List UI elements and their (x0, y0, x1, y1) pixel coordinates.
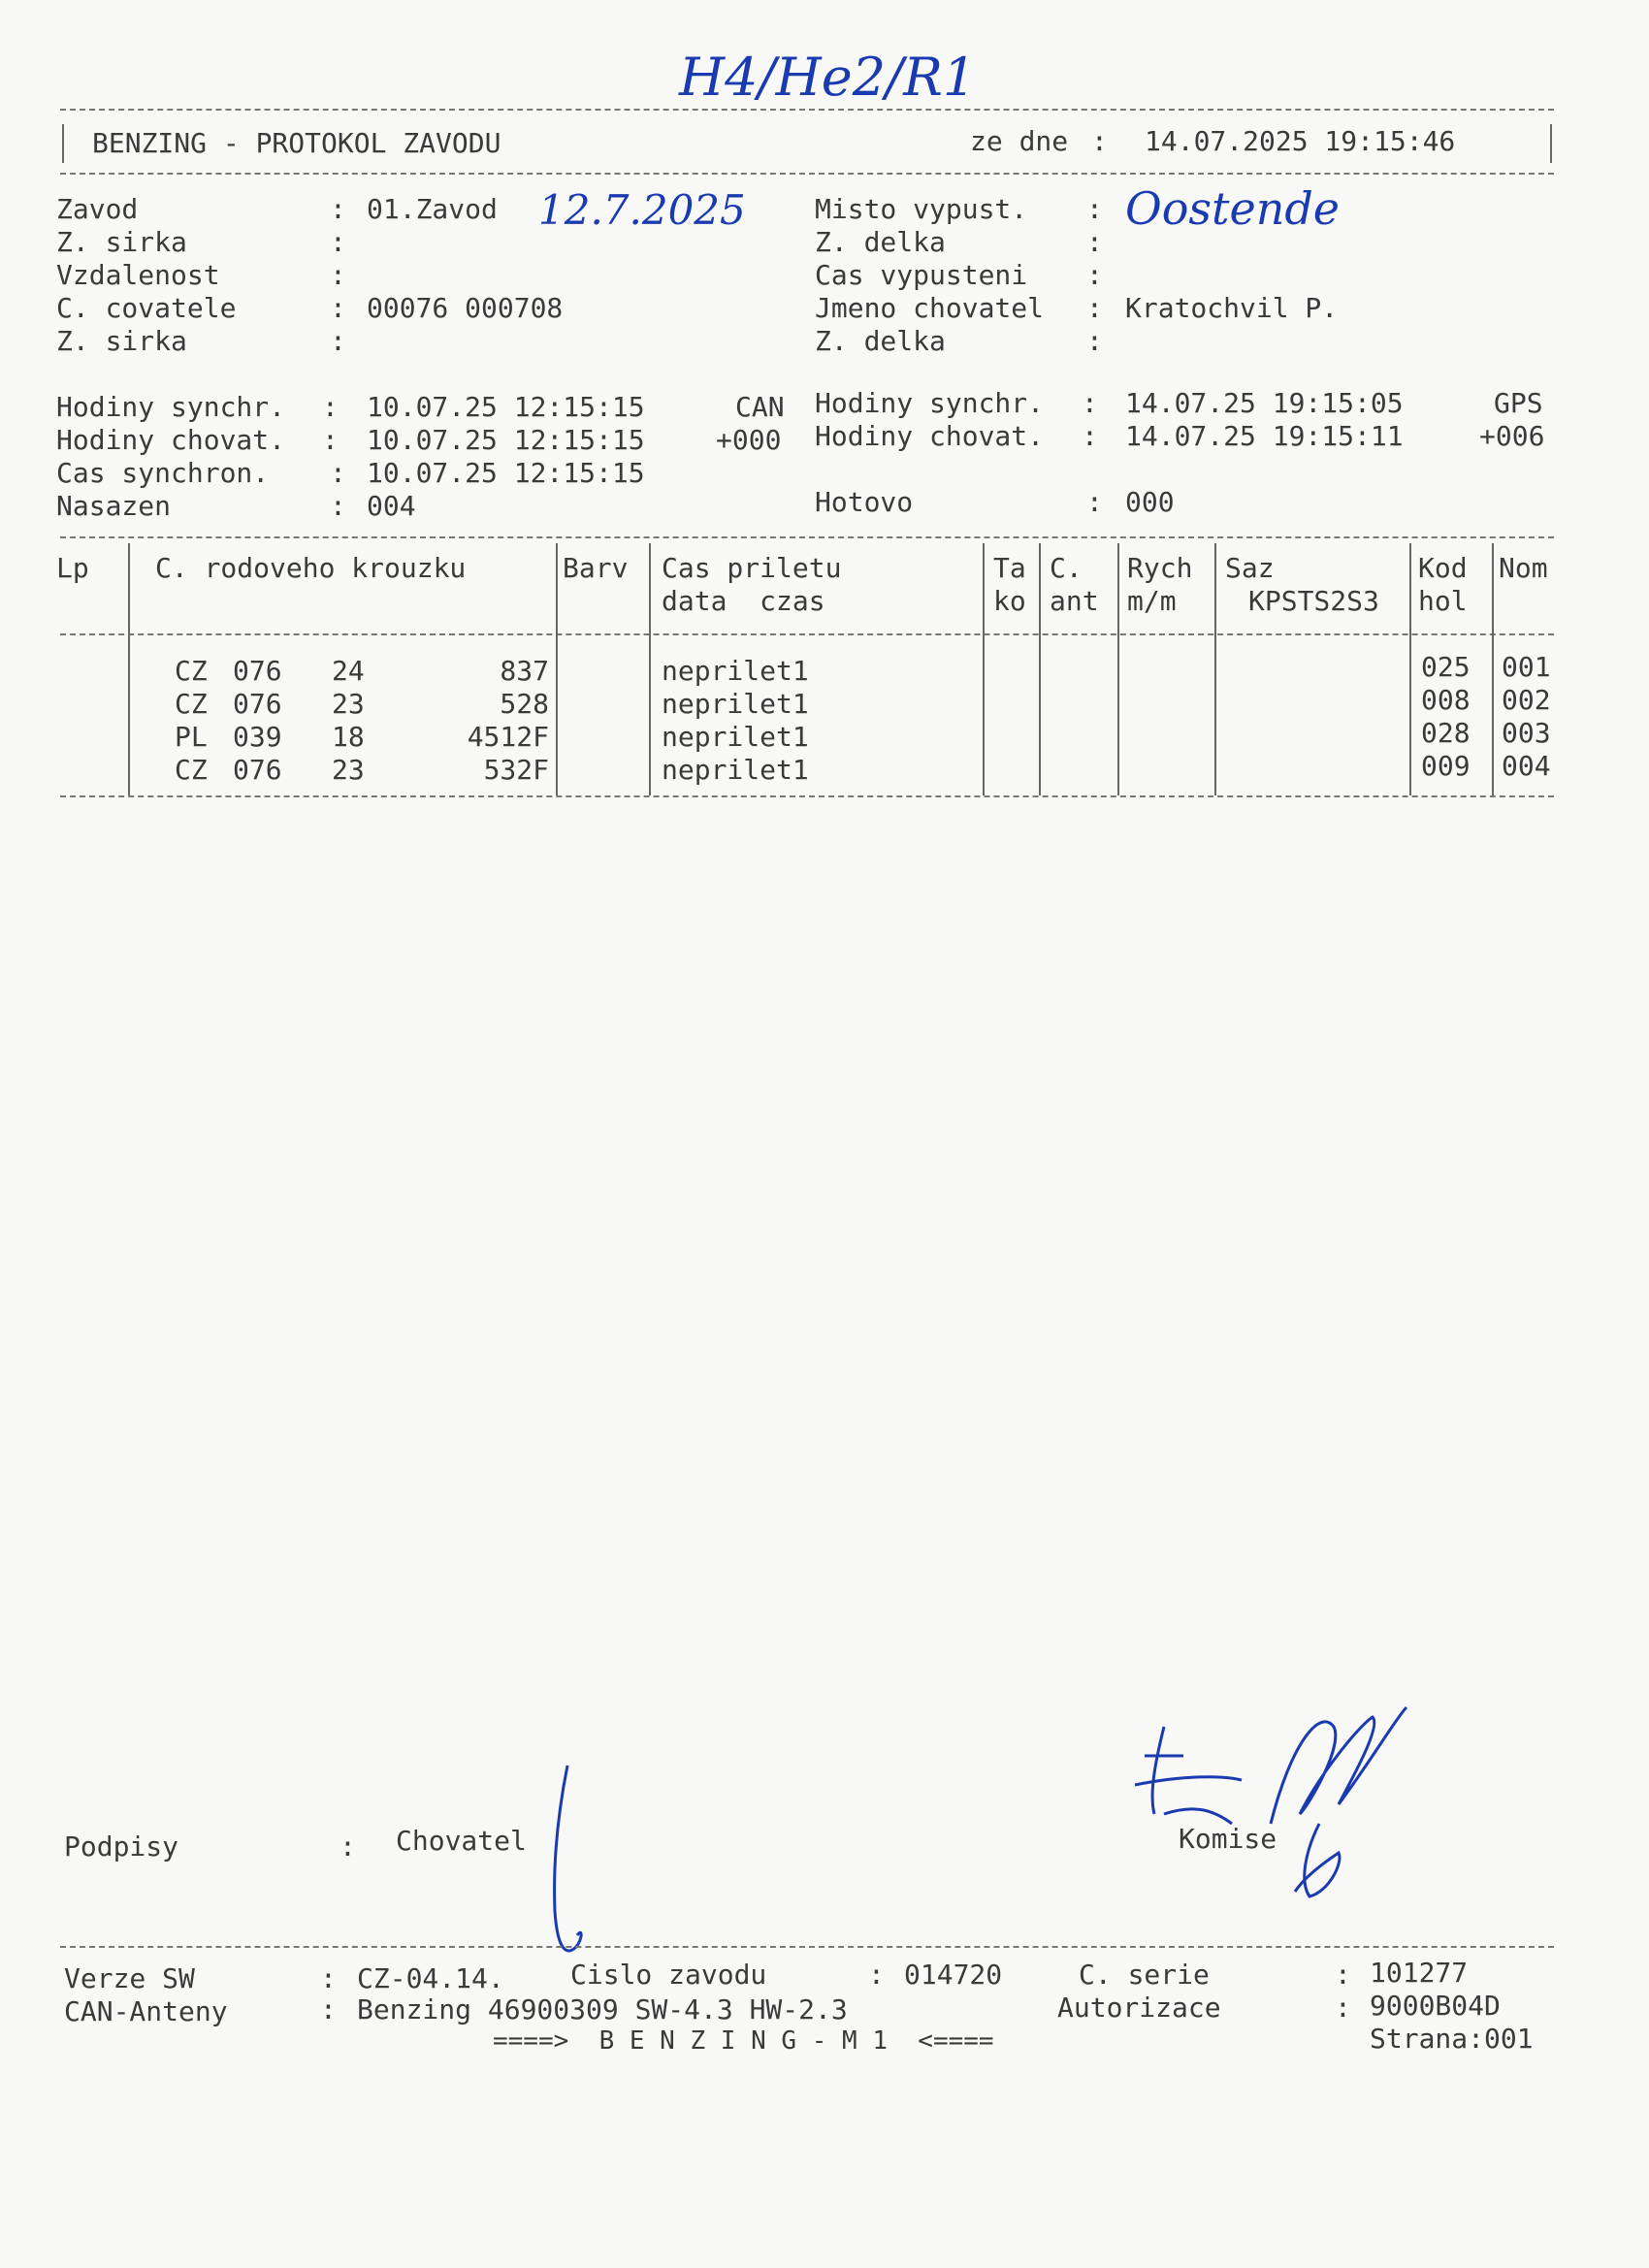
hodiny-synchr-tag: CAN (735, 391, 785, 423)
zavod-label: Zavod (56, 193, 139, 225)
header-right-border (1550, 124, 1552, 163)
header-kpsts: KPSTS2S3 (1248, 585, 1379, 617)
chovatel-label: Chovatel (396, 1825, 527, 1857)
col-divider-saz (1409, 543, 1411, 795)
autorizace-value: 9000B04D (1370, 1990, 1501, 2022)
strana-value: Strana:001 (1370, 2023, 1534, 2055)
hodiny-chovat2-value: 14.07.25 19:15:11 (1125, 420, 1404, 452)
header-ko: ko (993, 585, 1026, 617)
header-saz: Saz (1225, 552, 1275, 584)
col-divider-kod (1492, 543, 1494, 795)
header-nom: Nom (1499, 552, 1548, 584)
serie-label: C. serie (1079, 1959, 1210, 1991)
footer-top-border (60, 1946, 1554, 1948)
hodiny-chovat-tag: +000 (716, 424, 782, 456)
cas-synchron-label: Cas synchron. (56, 457, 270, 489)
can-value: Benzing 46900309 SW-4.3 HW-2.3 (357, 1993, 848, 2025)
row-nom: 003 (1502, 717, 1551, 749)
row-nom: 002 (1502, 684, 1551, 716)
hodiny-chovat2-label: Hodiny chovat. (815, 420, 1045, 452)
can-label: CAN-Anteny (64, 1995, 228, 2027)
serie-value: 101277 (1370, 1957, 1469, 1989)
verze-label: Verze SW (64, 1962, 195, 1994)
header-top-border (60, 109, 1554, 111)
col-divider-cant (1117, 543, 1119, 795)
col-divider-lp (128, 543, 130, 795)
jmeno-label: Jmeno chovatel (815, 292, 1045, 324)
row-country: PL (175, 721, 208, 753)
col-divider-ring (556, 543, 558, 795)
col-divider-ta (1039, 543, 1041, 795)
row-nom: 004 (1502, 750, 1551, 782)
nasazen-value: 004 (367, 490, 416, 522)
zdelka-label: Z. delka (815, 226, 946, 258)
table-bottom-border (60, 795, 1554, 797)
col-divider-barv (649, 543, 651, 795)
row-num: 528 (500, 688, 549, 720)
hodiny-synchr-value: 10.07.25 12:15:15 (367, 391, 645, 423)
covatele-value: 00076 000708 (367, 292, 564, 324)
row-code: 076 (233, 655, 282, 687)
cas-vypusteni-label: Cas vypusteni (815, 259, 1028, 291)
hodiny-synchr2-value: 14.07.25 19:15:05 (1125, 387, 1404, 419)
brand-banner: ====> B E N Z I N G - M 1 <==== (493, 2026, 994, 2056)
row-year: 24 (332, 655, 365, 687)
header-ta: Ta (993, 552, 1026, 584)
hotovo-value: 000 (1125, 486, 1175, 518)
header-ant: ant (1050, 585, 1099, 617)
row-country: CZ (175, 655, 208, 687)
hodiny-synchr-label: Hodiny synchr. (56, 391, 286, 423)
header-lp: Lp (56, 552, 89, 584)
header-left-border (62, 124, 64, 163)
header-ring: C. rodoveho krouzku (155, 552, 467, 584)
header-mm: m/m (1127, 585, 1177, 617)
zavod-value: 01.Zavod (367, 193, 498, 225)
row-year: 18 (332, 721, 365, 753)
row-country: CZ (175, 688, 208, 720)
row-status: neprilet1 (662, 688, 809, 720)
covatele-label: C. covatele (56, 292, 237, 324)
table-header-separator (60, 633, 1554, 635)
table-top-border (60, 536, 1554, 538)
hotovo-label: Hotovo (815, 486, 914, 518)
vzdalenost-label: Vzdalenost (56, 259, 220, 291)
hodiny-synchr2-tag: GPS (1494, 387, 1543, 419)
zsirka2-label: Z. sirka (56, 325, 187, 357)
hodiny-chovat-value: 10.07.25 12:15:15 (367, 424, 645, 456)
row-code: 076 (233, 754, 282, 786)
zsirka-label: Z. sirka (56, 226, 187, 258)
row-status: neprilet1 (662, 754, 809, 786)
commission-signature (1125, 1688, 1436, 1911)
header-cas-priletu: Cas priletu (662, 552, 842, 584)
handwritten-race-date: 12.7.2025 (538, 186, 746, 234)
report-date-value: 14.07.2025 19:15:46 (1145, 125, 1456, 157)
hodiny-chovat2-tag: +006 (1479, 420, 1545, 452)
autorizace-label: Autorizace (1057, 1992, 1221, 2024)
row-code: 039 (233, 721, 282, 753)
header-data-czas: data czas (662, 585, 825, 617)
cas-synchron-value: 10.07.25 12:15:15 (367, 457, 645, 489)
row-num: 837 (500, 655, 549, 687)
signatures-label: Podpisy (64, 1831, 179, 1863)
zdelka2-label: Z. delka (815, 325, 946, 357)
row-kod: 025 (1421, 651, 1471, 683)
row-nom: 001 (1502, 651, 1551, 683)
protocol-title: BENZING - PROTOKOL ZAVODU (92, 127, 501, 159)
header-bottom-border (60, 173, 1554, 175)
hodiny-chovat-label: Hodiny chovat. (56, 424, 286, 456)
komise-label: Komise (1179, 1823, 1277, 1855)
row-kod: 008 (1421, 684, 1471, 716)
row-kod: 028 (1421, 717, 1471, 749)
header-kod: Kod (1418, 552, 1468, 584)
cislo-label: Cislo zavodu (570, 1959, 767, 1991)
header-rych: Rych (1127, 552, 1193, 584)
col-divider-cas (983, 543, 985, 795)
handwritten-release-place: Oostende (1125, 182, 1341, 235)
row-num: 4512F (467, 721, 549, 753)
header-hol: hol (1418, 585, 1468, 617)
header-barv: Barv (563, 552, 629, 584)
row-code: 076 (233, 688, 282, 720)
nasazen-label: Nasazen (56, 490, 172, 522)
row-status: neprilet1 (662, 721, 809, 753)
row-year: 23 (332, 688, 365, 720)
report-date-label: ze dne (970, 125, 1069, 157)
jmeno-value: Kratochvil P. (1125, 292, 1339, 324)
hodiny-synchr2-label: Hodiny synchr. (815, 387, 1045, 419)
handwritten-top-code: H4/He2/R1 (679, 47, 977, 108)
row-num: 532F (483, 754, 549, 786)
row-year: 23 (332, 754, 365, 786)
header-c: C. (1050, 552, 1083, 584)
cislo-value: 014720 (904, 1959, 1003, 1991)
verze-value: CZ-04.14. (357, 1962, 504, 1994)
row-kod: 009 (1421, 750, 1471, 782)
row-country: CZ (175, 754, 208, 786)
col-divider-rych (1214, 543, 1216, 795)
misto-label: Misto vypust. (815, 193, 1028, 225)
row-status: neprilet1 (662, 655, 809, 687)
